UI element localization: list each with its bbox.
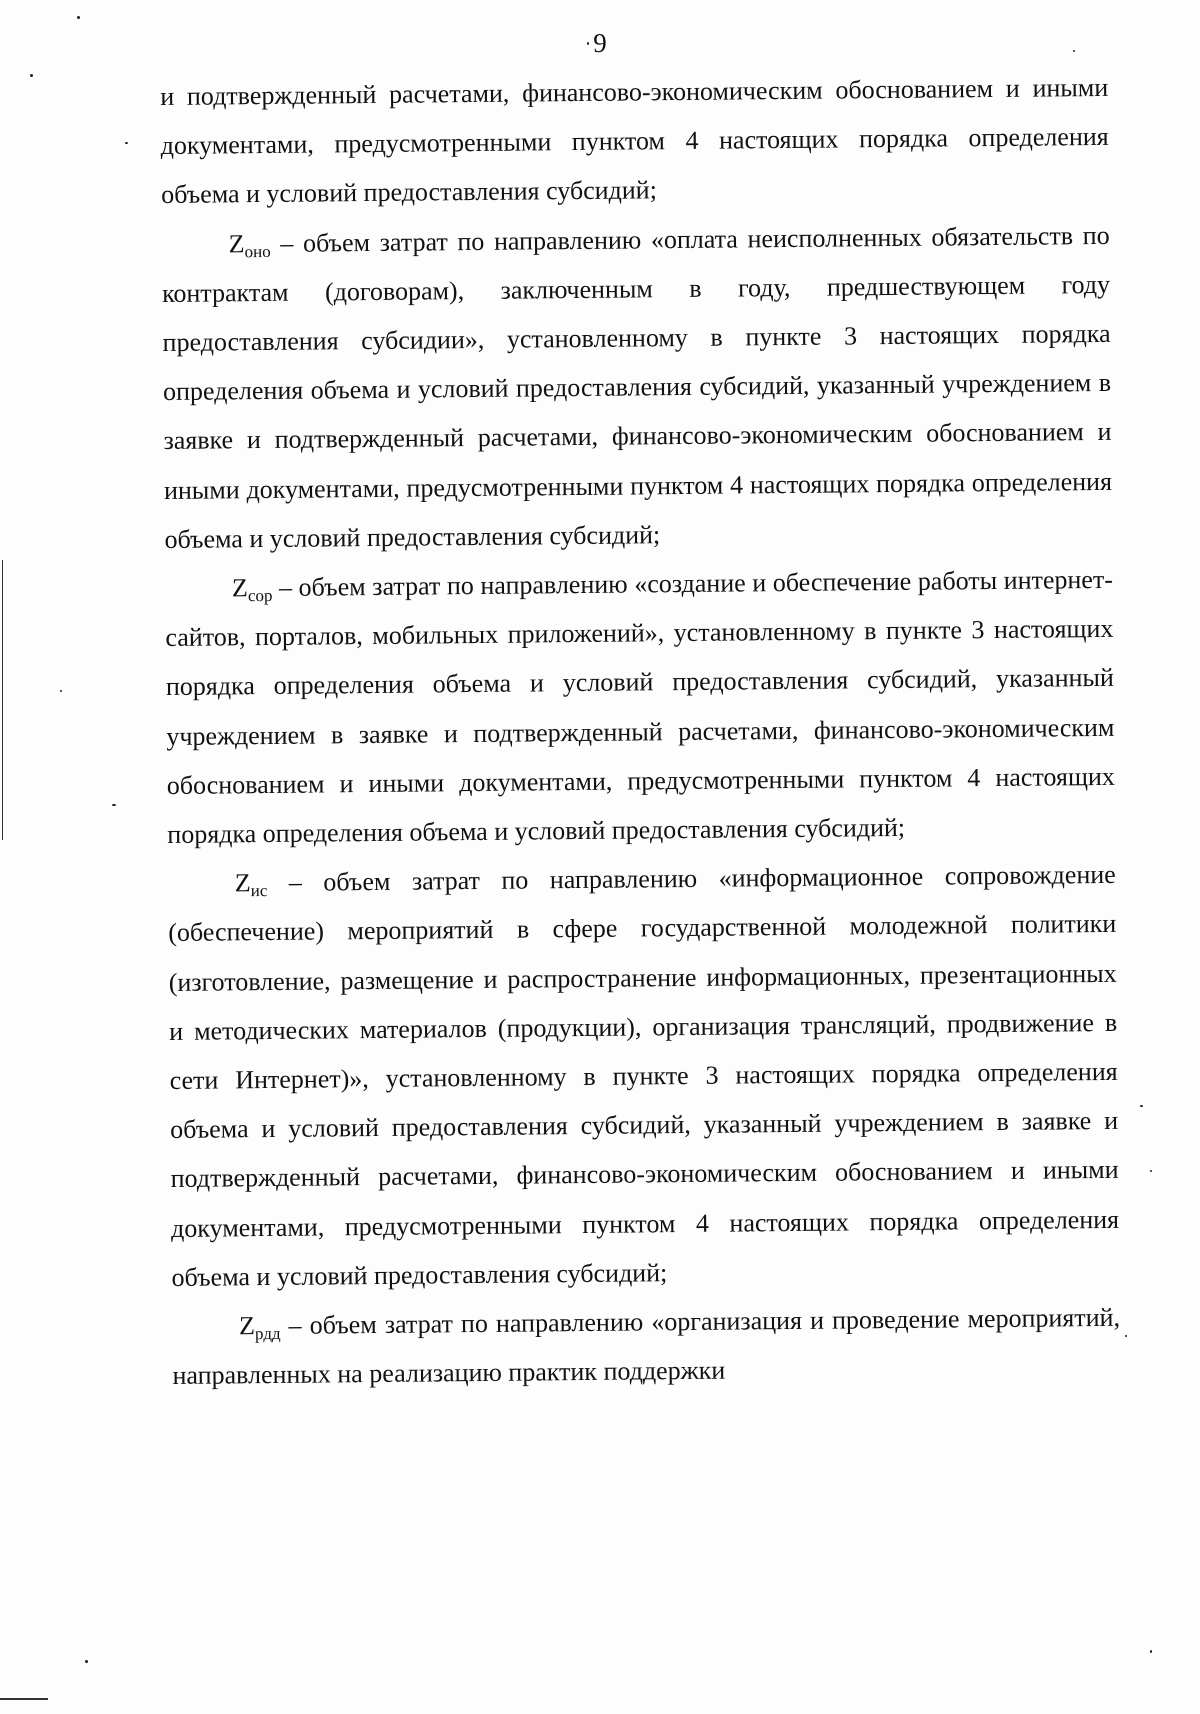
scan-speck [1150, 1650, 1152, 1653]
paragraph-z-rdd [172, 1293, 1121, 1401]
paragraph-z-sor [165, 555, 1116, 859]
paragraph-text: – объем затрат по направлению «создание и обеспечение работы интернет-сайтов, порталов, мобильных приложений», установленному в пункте 3 настоящих порядка определения объема и условий предоставления субсидий, указанный учреждением в заявке и подтвержденный расчетами, финансово-экономическим обоснованием и иными документами, предусмотренными пунктом 4 настоящих порядка определения объема и условий предоставления субсидий; [165, 564, 1115, 850]
scan-speck [1073, 50, 1075, 52]
formula-symbol: $Z_{сор}$ [231, 573, 273, 606]
scan-speck [1150, 1170, 1152, 1172]
formula-symbol: $Z_{рдд}$ [238, 1311, 281, 1344]
paragraph-z-is [168, 850, 1120, 1302]
formula-symbol: $Z_{ис}$ [234, 868, 268, 901]
scan-edge [0, 1698, 48, 1700]
formula-subscript: рдд [254, 1323, 281, 1344]
scan-speck [1125, 1335, 1127, 1337]
paragraph-text: – объем затрат по направлению «организация и проведение мероприятий, направленных на реализацию практик поддержки [172, 1302, 1121, 1391]
paragraph-z-ono [161, 211, 1112, 565]
scan-speck [587, 42, 589, 45]
formula-subscript: оно [244, 241, 271, 261]
scan-edge [2, 560, 3, 840]
scan-speck [30, 74, 33, 77]
formula-symbol: $Z_{оно}$ [228, 228, 271, 261]
scan-speck [77, 16, 80, 19]
formula-subscript: сор [247, 585, 273, 606]
scan-speck [112, 804, 116, 806]
scan-speck [1140, 1105, 1143, 1107]
scan-speck [85, 1660, 88, 1663]
formula-subscript: ис [250, 881, 268, 901]
scan-speck [125, 142, 128, 144]
paragraph-text: и подтвержденный расчетами, финансово-экономическим обоснованием и иными документами, предусмотренными пунктом 4 настоящих порядка определения объема и условий предоставления субсидий; [160, 72, 1109, 210]
page-number: 9 [593, 28, 607, 58]
paragraph-continuation [160, 63, 1109, 220]
paragraph-text: – объем затрат по направлению «информационное сопровождение (обеспечение) мероприятий в сфере государственной молодежной политики (изготовление, размещение и распространение информационных, презентационных и методических материалов (продукции), организация трансляций, продвижение в сети Интернет)», установленному в пункте 3 настоящих порядка определения объема и условий предоставления субсидий, указанный учреждением в заявке и подтвержденный расчетами, финансово-экономическим обоснованием и иными документами, предусмотренными пунктом 4 настоящих порядка определения объема и условий предоставления субсидий; [168, 860, 1120, 1292]
paragraph-text: – объем затрат по направлению «оплата неисполненных обязательств по контрактам (договорам), заключенным в году, предшествующем году предоставления субсидии», установленному в пункте 3 настоящих порядка определения объема и условий предоставления субсидий, указанный учреждением в заявке и подтвержденный расчетами, финансово-экономическим обоснованием и иными документами, предусмотренными пунктом 4 настоящих порядка определения объема и условий предоставления субсидий; [161, 220, 1113, 554]
scan-speck [60, 690, 62, 692]
document-body [160, 63, 1121, 1401]
